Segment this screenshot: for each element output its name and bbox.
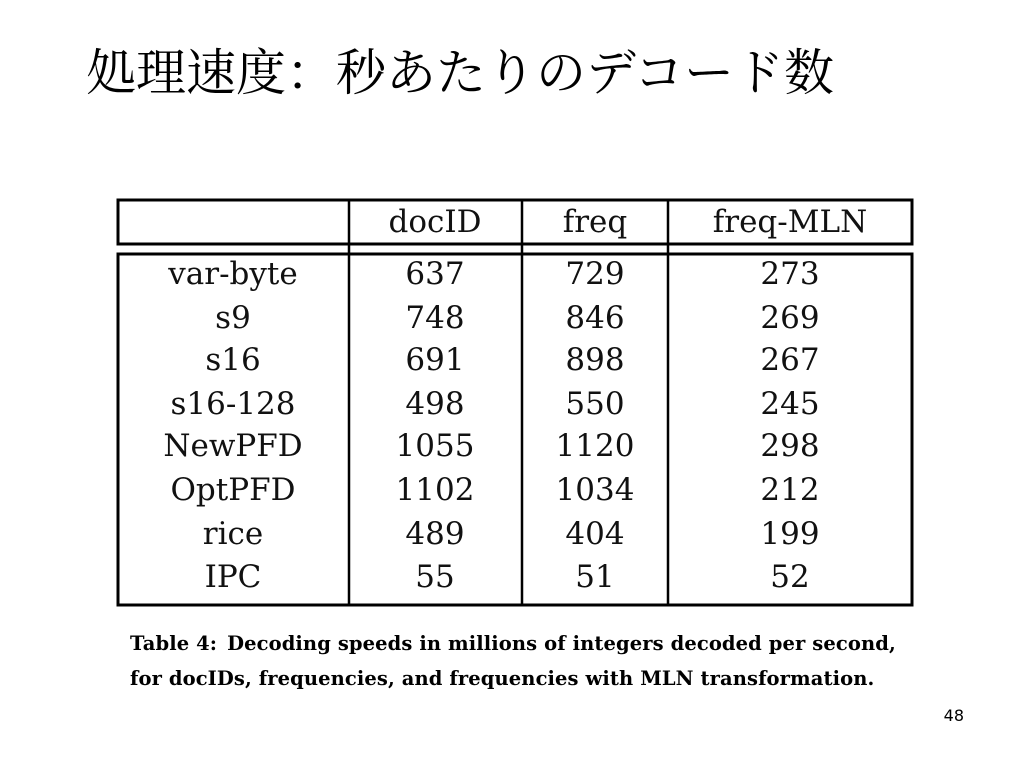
table-cell: 212 — [760, 472, 820, 508]
table-cell: 51 — [575, 559, 615, 595]
table-cell: 404 — [565, 516, 625, 552]
table-cell: 748 — [405, 300, 465, 336]
row-label: IPC — [204, 559, 262, 595]
table-cell: 269 — [760, 300, 820, 336]
row-label: var-byte — [168, 256, 298, 292]
table-cell: 1055 — [395, 428, 475, 464]
table-cell: 1102 — [395, 472, 475, 508]
table-cell: 498 — [405, 386, 465, 422]
table-cell: 245 — [760, 386, 820, 422]
table-cell: 729 — [565, 256, 625, 292]
slide-title: 処理速度：秒あたりのデコード数 — [86, 44, 834, 102]
row-label: NewPFD — [163, 428, 303, 464]
table-cell: 273 — [760, 256, 820, 292]
page-number: 48 — [943, 706, 964, 725]
caption-text: Decoding speeds in millions of integers decoded per second, for docIDs, frequencies, and frequencies with MLN transformation. — [130, 632, 896, 690]
row-label: s16-128 — [170, 386, 296, 422]
table-cell: 691 — [405, 342, 465, 378]
decoding-speed-table — [116, 198, 914, 608]
decoding-speed-table-svg — [116, 198, 914, 608]
row-label: rice — [202, 516, 264, 552]
caption-label: Table 4: — [130, 632, 218, 655]
table-cell: 298 — [760, 428, 820, 464]
table-cell: 55 — [415, 559, 455, 595]
table-cell: 267 — [760, 342, 820, 378]
table-cell: 846 — [565, 300, 625, 336]
table-cell: 898 — [565, 342, 625, 378]
row-label: OptPFD — [170, 472, 296, 508]
table-cell: 489 — [405, 516, 465, 552]
row-label: s9 — [215, 300, 251, 336]
table-cell: 1120 — [555, 428, 635, 464]
column-header: docID — [388, 204, 482, 240]
table-cell: 52 — [770, 559, 810, 595]
column-header: freq — [562, 204, 628, 240]
table-cell: 199 — [760, 516, 820, 552]
table-cell: 550 — [565, 386, 625, 422]
table-cell: 637 — [405, 256, 465, 292]
row-label: s16 — [205, 342, 261, 378]
table-caption — [130, 626, 920, 696]
column-header: freq-MLN — [712, 204, 868, 240]
table-cell: 1034 — [555, 472, 635, 508]
